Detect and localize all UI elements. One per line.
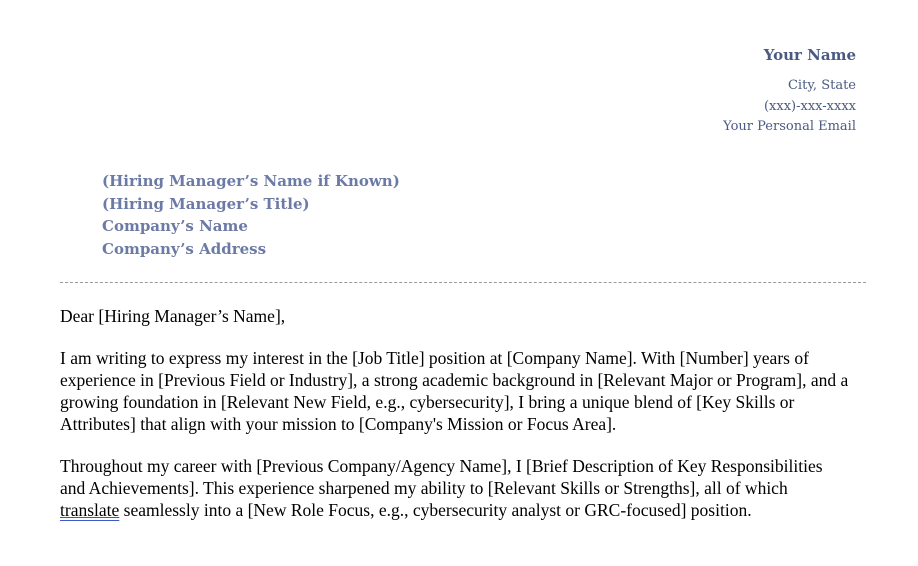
recipient-block — [102, 170, 400, 260]
paragraph-intro[interactable]: I am writing to express my interest in the [Job Title] position at [Company Name]. With [Number] years of experience in [Previous Field or Industry], a strong academic background in [Relevant Major or Program], and a growing foundation in [Relevant New Field, e.g., cybersecurity], I bring a unique blend of [Key Skills or Attributes] that align with your mission to [Company's Mission or Focus Area]. — [60, 348, 849, 434]
dashed-divider — [60, 282, 866, 283]
sender-email[interactable]: Your Personal Email — [723, 119, 856, 134]
paragraph-experience-part1: Throughout my career with [Previous Company/Agency Name], I [Brief Description of Key Responsibilities and Achievements]. This experience sharpened my ability to [Relevant Skills or Strengths], all of which — [60, 456, 823, 498]
sender-name[interactable]: Your Name — [763, 46, 856, 64]
letter-body — [60, 305, 850, 541]
paragraph-experience-part2: seamlessly into a [New Role Focus, e.g., cybersecurity analyst or GRC-focused] position. — [119, 500, 752, 520]
sender-block — [723, 44, 856, 138]
sender-city-state[interactable]: City, State — [787, 78, 856, 93]
salutation[interactable]: Dear [Hiring Manager’s Name], — [60, 306, 286, 326]
sender-phone[interactable]: (xxx)-xxx-xxxx — [763, 98, 856, 114]
company-address[interactable]: Company’s Address — [102, 239, 267, 258]
hiring-manager-title[interactable]: (Hiring Manager’s Title) — [102, 194, 310, 213]
hiring-manager-name[interactable]: (Hiring Manager’s Name if Known) — [102, 172, 400, 190]
spellcheck-flagged-word[interactable]: translate — [60, 500, 120, 520]
paragraph-experience[interactable] — [60, 455, 850, 521]
company-name[interactable]: Company’s Name — [102, 217, 248, 235]
